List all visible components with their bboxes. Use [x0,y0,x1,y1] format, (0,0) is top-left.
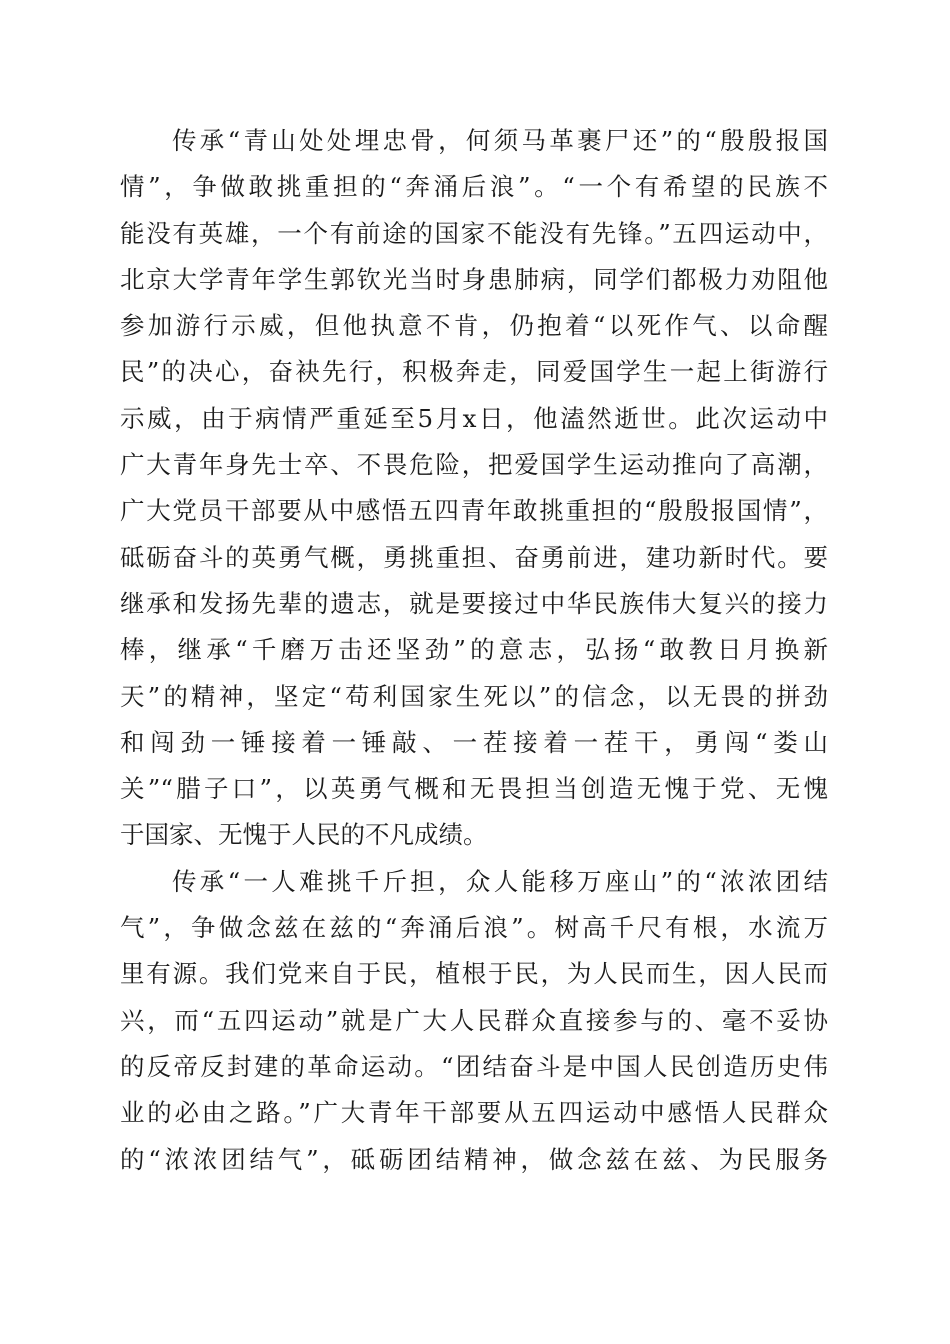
paragraph-2 [120,859,828,1183]
text-line: 情”，争做敢挑重担的“奔涌后浪”。“一个有希望的民族不 [120,172,828,202]
text-line: 能没有英雄，一个有前途的国家不能没有先锋。”五四运动中， [120,218,828,248]
text-line: 于国家、无愧于人民的不凡成绩。 [120,820,488,850]
text-line: 广大党员干部要从中感悟五四青年敢挑重担的“殷殷报国情”， [120,496,828,526]
text-line: 示威，由于病情严重延至5月x日，他溘然逝世。此次运动中 [120,403,828,433]
text-line: 棒，继承“千磨万击还坚劲”的意志，弘扬“敢教日月换新 [120,635,828,665]
text-line: 北京大学青年学生郭钦光当时身患肺病，同学们都极力劝阻他 [120,264,828,294]
text-line: 气”，争做念兹在兹的“奔涌后浪”。树高千尺有根，水流万 [120,913,828,943]
text-line: 传承“一人难挑千斤担，众人能移万座山”的“浓浓团结 [172,866,828,896]
text-line: 继承和发扬先辈的遗志，就是要接过中华民族伟大复兴的接力 [120,588,828,618]
text-line: 业的必由之路。”广大青年干部要从五四运动中感悟人民群众 [120,1098,828,1128]
text-line: 天”的精神，坚定“苟利国家生死以”的信念，以无畏的拼劲 [120,681,828,711]
text-line: 广大青年身先士卒、不畏危险，把爱国学生运动推向了高潮， [120,450,828,480]
text-line: 和闯劲一锤接着一锤敲、一茬接着一茬干，勇闯“娄山 [120,727,828,757]
paragraph-1 [120,118,828,859]
text-line: 里有源。我们党来自于民，植根于民，为人民而生，因人民而 [120,959,828,989]
text-line: 的反帝反封建的革命运动。“团结奋斗是中国人民创造历史伟 [120,1051,828,1081]
body-text [120,118,828,1183]
text-line: 关”“腊子口”，以英勇气概和无畏担当创造无愧于党、无愧 [120,774,828,804]
text-line: 参加游行示威，但他执意不肯，仍抱着“以死作气、以命醒 [120,311,828,341]
text-line: 民”的决心，奋袂先行，积极奔走，同爱国学生一起上街游行 [120,357,828,387]
text-line: 兴，而“五四运动”就是广大人民群众直接参与的、毫不妥协 [120,1005,828,1035]
text-line: 传承“青山处处埋忠骨，何须马革裹尸还”的“殷殷报国 [172,126,828,155]
text-line: 砥砺奋斗的英勇气概，勇挑重担、奋勇前进，建功新时代。要 [120,542,828,572]
text-line: 的“浓浓团结气”，砥砺团结精神，做念兹在兹、为民服务 [120,1144,828,1174]
